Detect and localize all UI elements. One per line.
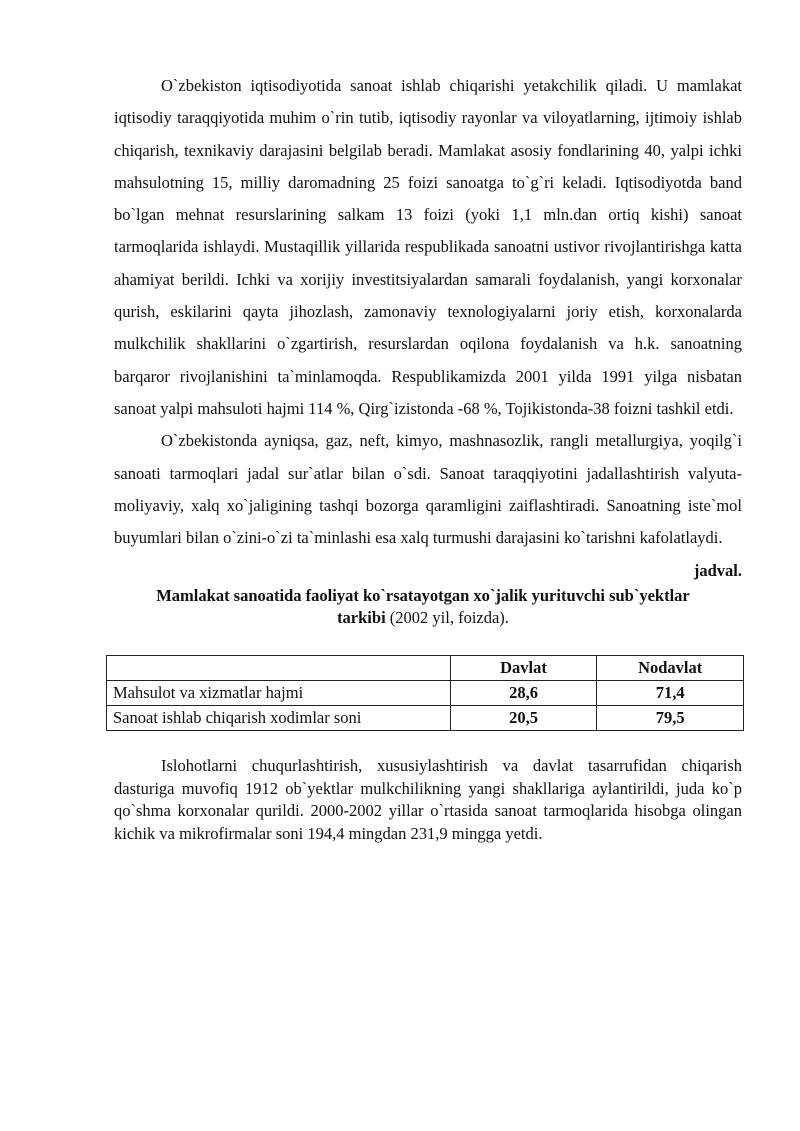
row-nodavlat-value: 79,5 [597,706,744,731]
row-label: Mahsulot va xizmatlar hajmi [107,681,451,706]
table-label: jadval. [693,561,742,581]
header-davlat: Davlat [450,656,597,681]
row-nodavlat-value: 71,4 [597,681,744,706]
header-empty [107,656,451,681]
document-page [114,70,742,845]
row-label: Sanoat ishlab chiqarish xodimlar soni [107,706,451,731]
paragraph-reforms: Islohotlarni chuqurlashtirish, xususiylashtirish va davlat tasarrufidan chiqarish dasturiga muvofiq 1912 ob`yektlar mulkchilikning yangi shakllariga aylantirildi, juda ko`p qo`shma korxonalar qurildi. 2000-2002 yillar o`rtasida sanoat tarmoqlarida hisobga olingan kichik va mikrofirmalar soni 194,4 mingdan 231,9 mingga yetdi. [114,756,742,843]
table-caption-normal: (2002 yil, foizda). [385,608,509,628]
table-header-row [107,656,744,681]
row-davlat-value: 28,6 [450,681,597,706]
paragraph-industries: O`zbekistonda ayniqsa, gaz, neft, kimyo, mashnasozlik, rangli metallurgiya, yoqilg`i sanoati tarmoqlari jadal sur`atlar bilan o`sdi. Sanoat taraqqiyotini jadallashtirish valyuta-moliyaviy, xalq xo`jaligining tashqi bozorga qaramligini zaiflashtiradi. Sanoatning iste`mol buyumlari bilan o`zini-o`zi ta`minlashi esa xalq turmushi darajasini ko`tarishni kafolatlaydi. [114,431,742,548]
row-davlat-value: 20,5 [450,706,597,731]
data-table [106,655,744,731]
paragraph-intro: O`zbekiston iqtisodiyotida sanoat ishlab chiqarishi yetakchilik qiladi. U mamlakat iqtisodiy taraqqiyotida muhim o`rin tutib, iqtisodiy rayonlar va viloyatlarning, ijtimoiy ishlab chiqarish, texnikaviy darajasini belgilab beradi. Mamlakat asosiy fondlarining 40, yalpi ichki mahsulotning 15, milliy daromadning 25 foizi sanoatga to`g`ri keladi. Iqtisodiyotda band bo`lgan mehnat resurslarining salkam 13 foizi (yoki 1,1 mln.dan ortiq kishi) sanoat tarmoqlarida ishlaydi. Mustaqillik yillarida respublikada sanoatni ustivor rivojlantirishga katta ahamiyat berildi. Ichki va xorijiy investitsiyalardan samarali foydalanish, yangi korxonalar qurish, eskilarini qayta jihozlash, zamonaviy texnologiyalarni joriy etish, korxonalarda mulkchilik shakllarini o`zgartirish, resurslardan oqilona foydalanish va h.k. sanoatning barqaror rivojlanishini ta`minlamoqda. Respublikamizda 2001 yilda 1991 yilga nisbatan sanoat yalpi mahsuloti hajmi 114 %, Qirg`izistonda -68 %, Tojikistonda-38 foizni tashkil etdi. [114,76,742,418]
table-caption-bold: Mamlakat sanoatida faoliyat ko`rsatayotgan xo`jalik yurituvchi sub`yektlar tarkibi [156,586,690,628]
table-row [107,706,744,731]
table-row [107,681,744,706]
table-caption [114,585,742,629]
header-nodavlat: Nodavlat [597,656,744,681]
